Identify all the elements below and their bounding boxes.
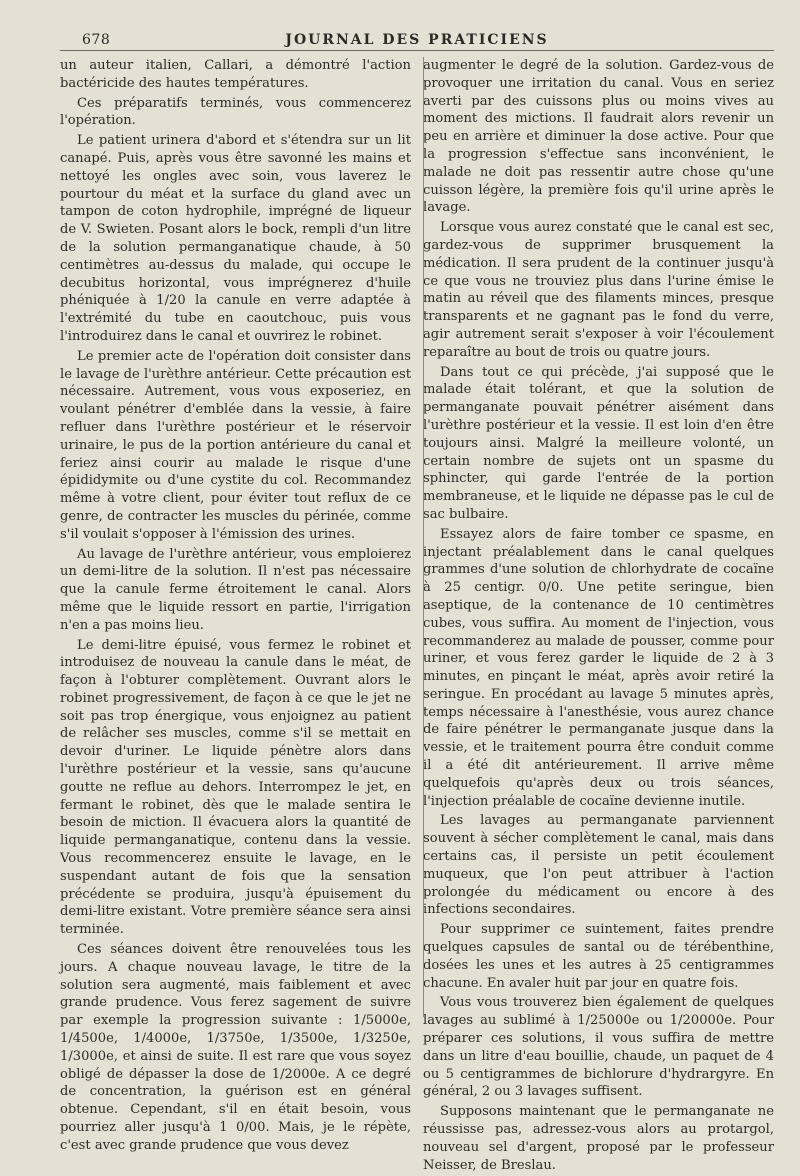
paragraph: Dans tout ce qui précède, j'ai supposé que le malade était tolérant, et que la solution de permanganate pouvait pénétrer aisément dans l'urèthre postérieur et la vessie. Il est loin d'en être toujours ainsi. Malgré la meilleure volonté, un certain nombre de sujets ont un spasme du sphincter, qui garde l'entrée de la portion membraneuse, et le liquide ne dépasse pas le cul de sac bulbaire.: [423, 364, 774, 522]
paragraph: Supposons maintenant que le permanganate ne réussisse pas, adressez-vous alors au protargol, nouveau sel d'argent, proposé par le professeur Neisser, de Breslau.: [423, 1104, 774, 1173]
paragraph: Lorsque vous aurez constaté que le canal est sec, gardez-vous de supprimer brusquement la médication. Il sera prudent de la continuer jusqu'à ce que vous ne trouviez plus dans l'urine émise le matin au réveil que des filaments minces, presque transparents et ne gagnant pas le fond du verre, agir autrement serait s'exposer à voir l'écoulement reparaître au bout de trois ou quatre jours.: [423, 220, 774, 360]
paragraph: Le premier acte de l'opération doit consister dans le lavage de l'urèthre antérieur. Cette précaution est nécessaire. Autrement, vous vous exposeriez, en voulant pénétrer d'emblée dans la vessie, à faire refluer dans l'urèthre postérieur et le réservoir urinaire, le pus de la portion antérieure du canal et feriez ainsi courir au malade le risque d'une épididymite ou d'une cystite du col. Recommandez même à votre client, pour éviter tout reflux de ce genre, de contracter les muscles du périnée, comme s'il voulait s'opposer à l'émission des urines.: [60, 348, 411, 542]
left-column: [60, 57, 411, 1176]
journal-title: JOURNAL DES PRATICIENS: [285, 32, 549, 48]
paragraph: Pour supprimer ce suintement, faites prendre quelques capsules de santal ou de térébenthine, dosées les unes et les autres à 25 centigrammes chacune. En avaler huit par jour en quatre fois.: [423, 922, 774, 991]
paragraph: Ces préparatifs terminés, vous commencerez l'opération.: [60, 95, 411, 129]
paragraph: Vous vous trouverez bien également de quelques lavages au sublimé à 1/25000e ou 1/20000e. Pour préparer ces solutions, il vous suffira de mettre dans un litre d'eau bouillie, chaude, un paquet de 4 ou 5 centigrammes de bichlorure d'hydrargyre. En général, 2 ou 3 lavages suffisent.: [423, 995, 774, 1100]
page-number: 678: [82, 32, 111, 48]
paragraph: Le demi-litre épuisé, vous fermez le robinet et introduisez de nouveau la canule dans le méat, de façon à l'obturer complètement. Ouvrant alors le robinet progressivement, de façon à ce que le jet ne soit pas trop énergique, vous enjoignez au patient de relâcher ses muscles, comme s'il se mettait en devoir d'uriner. Le liquide pénètre alors dans l'urèthre postérieur et la vessie, sans qu'aucune goutte ne reflue au dehors. Interrompez le jet, en fermant le robinet, dès que le malade sentira le besoin de miction. Il évacuera alors la quantité de liquide permanganatique, contenu dans la vessie. Vous recommencerez ensuite le lavage, en le suspendant autant de fois que la sensation précédente se produira, jusqu'à épuisement du demi-litre existant. Votre première séance sera ainsi terminée.: [60, 637, 411, 938]
paragraph: Le patient urinera d'abord et s'étendra sur un lit canapé. Puis, après vous être savonné les mains et nettoyé les ongles avec soin, vous laverez le pourtour du méat et la surface du gland avec un tampon de coton hydrophile, imprégné de liqueur de V. Swieten. Posant alors le bock, rempli d'un litre de la solution permanganatique chaude, à 50 centimètres au-dessus du malade, qui occupe le decubitus horizontal, vous imprégnerez d'huile phéniquée à 1/20 la canule en verre adaptée à l'extrémité du tube en caoutchouc, puis vous l'introduirez dans le canal et ouvrirez le robinet.: [60, 133, 411, 344]
paragraph: augmenter le degré de la solution. Gardez-vous de provoquer une irritation du canal. Vous en seriez averti par des cuissons plus ou moins vives au moment des mictions. Il faudrait alors revenir un peu en arrière et diminuer la dose active. Pour que la progression s'effectue sans inconvénient, le malade ne doit pas ressentir autre chose qu'une cuisson légère, la première fois qu'il urine après le lavage.: [423, 58, 774, 216]
column-divider: [423, 57, 424, 1017]
page-header: [60, 24, 774, 51]
paragraph: un auteur italien, Callari, a démontré l'action bactéricide des hautes températures.: [60, 58, 411, 91]
text-columns: [60, 57, 774, 1176]
paragraph: Ces séances doivent être renouvelées tous les jours. A chaque nouveau lavage, le titre de la solution sera augmenté, mais faiblement et avec grande prudence. Vous ferez sagement de suivre par exemple la progression suivante : 1/5000e, 1/4500e, 1/4000e, 1/3750e, 1/3500e, 1/3250e, 1/3000e, et ainsi de suite. Il est rare que vous soyez obligé de dépasser la dose de 1/2000e. A ce degré de concentration, la guérison est en général obtenue. Cependant, s'il en était besoin, vous pourriez aller jusqu'à 1 0/00. Mais, je le répète, c'est avec grande prudence que vous devez: [60, 942, 411, 1153]
paragraph: Essayez alors de faire tomber ce spasme, en injectant préalablement dans le canal quelques grammes d'une solution de chlorhydrate de cocaïne à 25 centigr. 0/0. Une petite seringue, bien aseptique, de la contenance de 10 centimètres cubes, vous suffira. Au moment de l'injection, vous recommanderez au malade de pousser, comme pour uriner, et vous ferez garder le liquide de 2 à 3 minutes, en pinçant le méat, après avoir retiré la seringue. En procédant au lavage 5 minutes après, temps nécessaire à l'anesthésie, vous aurez chance de faire pénétrer le permanganate jusque dans la vessie, et le traitement pourra être conduit comme il a été dit antérieurement. Il arrive même quelquefois qu'après deux ou trois séances, l'injection préalable de cocaïne devienne inutile.: [423, 526, 774, 809]
right-column: [423, 57, 774, 1176]
paragraph: Les lavages au permanganate parviennent souvent à sécher complètement le canal, mais dans certains cas, il persiste un petit écoulement muqueux, que l'on peut attribuer à l'action prolongée du médicament ou encore à des infections secondaires.: [423, 813, 774, 918]
paragraph: Au lavage de l'urèthre antérieur, vous emploierez un demi-litre de la solution. Il n'est pas nécessaire que la canule ferme étroitement le canal. Alors même que le liquide ressort en partie, l'irrigation n'en a pas moins lieu.: [60, 546, 411, 633]
